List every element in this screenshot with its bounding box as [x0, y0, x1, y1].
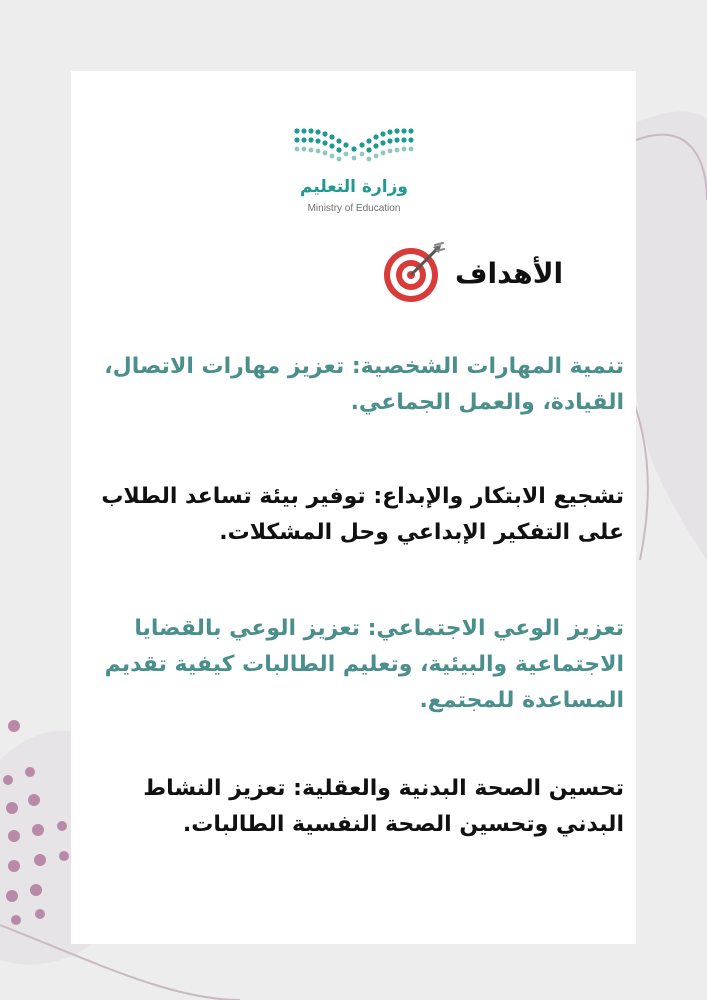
ministry-logo	[291, 123, 417, 219]
goal-item: تنمية المهارات الشخصية: تعزيز مهارات الاتصال، القيادة، والعمل الجماعي.	[104, 354, 624, 415]
goal-item: تشجيع الابتكار والإبداع: توفير بيئة تساعد الطلاب على التفكير الإبداعي وحل المشكلات.	[101, 484, 624, 545]
goal-item: تحسين الصحة البدنية والعقلية: تعزيز النشاط البدني وتحسين الصحة النفسية الطالبات.	[143, 776, 624, 837]
goal-item: تعزيز الوعي الاجتماعي: تعزيز الوعي بالقضايا الاجتماعية والبيئية، وتعليم الطالبات كيفية تقديم المساعدة للمجتمع.	[104, 616, 624, 713]
goals-heading	[381, 241, 563, 305]
page-title: الأهداف	[455, 256, 564, 290]
ministry-name-arabic: وزارة التعليم	[300, 177, 408, 197]
target-dart-icon	[381, 241, 445, 305]
ministry-logo-dots-icon	[291, 123, 417, 173]
content-card	[71, 71, 636, 944]
ministry-name-english: Ministry of Education	[307, 203, 401, 214]
